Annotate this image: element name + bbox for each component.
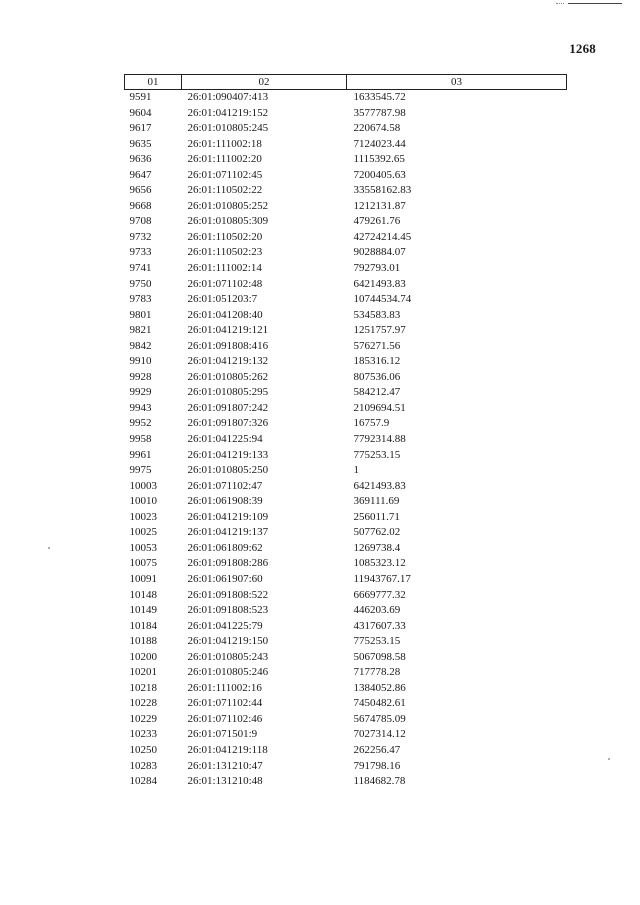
cell-value: 1212131.87	[353, 199, 406, 212]
cell-cadastral-id: 26:01:041219:137	[187, 526, 269, 539]
cell-value: 792793.01	[353, 262, 401, 275]
table-row	[125, 137, 567, 153]
table-row	[125, 727, 567, 743]
cell-value: 369111.69	[353, 495, 400, 508]
table-row	[125, 230, 567, 246]
table-row	[125, 323, 567, 339]
cell-value: 2109694.51	[353, 401, 406, 414]
cell-value: 775253.15	[353, 635, 401, 648]
cell-cadastral-id: 26:01:131210:47	[187, 759, 263, 772]
cell-number: 10284	[129, 775, 157, 788]
cell-cadastral-id: 26:01:041219:133	[187, 448, 269, 461]
table-row	[125, 774, 567, 790]
cell-number: 10228	[129, 697, 157, 710]
cell-cadastral-id: 26:01:071102:47	[187, 479, 263, 492]
table-row	[125, 712, 567, 728]
cell-number: 9604	[129, 106, 152, 119]
cell-value: 4317607.33	[353, 619, 406, 632]
cell-number: 9708	[129, 215, 152, 228]
cell-cadastral-id: 26:01:041219:109	[187, 510, 269, 523]
scan-speck	[48, 547, 50, 549]
table-row	[125, 759, 567, 775]
cell-value: 717778.28	[353, 666, 401, 679]
cell-number: 9842	[129, 339, 152, 352]
cell-cadastral-id: 26:01:041208:40	[187, 308, 263, 321]
cell-number: 9961	[129, 448, 152, 461]
cell-number: 10003	[129, 479, 157, 492]
cell-number: 10201	[129, 666, 157, 679]
cell-number: 10075	[129, 557, 157, 570]
cell-value: 5067098.58	[353, 650, 406, 663]
cell-number: 10091	[129, 572, 157, 585]
cell-value: 1384052.86	[353, 681, 406, 694]
cell-number: 9975	[129, 464, 152, 477]
cell-value: 3577787.98	[353, 106, 406, 119]
cell-number: 10200	[129, 650, 157, 663]
cell-cadastral-id: 26:01:071102:48	[187, 277, 263, 290]
table-row	[125, 681, 567, 697]
cell-cadastral-id: 26:01:010805:250	[187, 464, 269, 477]
cell-number: 9733	[129, 246, 152, 259]
cell-number: 9635	[129, 137, 152, 150]
table-row	[125, 634, 567, 650]
cell-value: 7124023.44	[353, 137, 406, 150]
table-row	[125, 432, 567, 448]
cell-cadastral-id: 26:01:091808:286	[187, 557, 269, 570]
cell-number: 9656	[129, 184, 152, 197]
table-row	[125, 541, 567, 557]
cell-value: 1251757.97	[353, 324, 406, 337]
table-row	[125, 650, 567, 666]
table-row	[125, 510, 567, 526]
cell-number: 10188	[129, 635, 157, 648]
table-row	[125, 214, 567, 230]
cell-number: 10229	[129, 712, 157, 725]
cell-number: 10283	[129, 759, 157, 772]
cell-value: 185316.12	[353, 355, 401, 368]
cell-cadastral-id: 26:01:051203:7	[187, 293, 258, 306]
cell-cadastral-id: 26:01:091808:416	[187, 339, 269, 352]
column-header-02: 02	[182, 75, 347, 90]
cell-cadastral-id: 26:01:111002:18	[187, 137, 262, 150]
header-row	[125, 75, 567, 90]
cell-value: 807536.06	[353, 370, 401, 383]
table-row	[125, 199, 567, 215]
table-row	[125, 572, 567, 588]
page-number: 1268	[569, 41, 596, 56]
table-row	[125, 168, 567, 184]
table-row	[125, 401, 567, 417]
table-header	[125, 75, 567, 90]
cell-cadastral-id: 26:01:041225:94	[187, 433, 263, 446]
table-row	[125, 479, 567, 495]
column-header-01: 01	[125, 75, 182, 90]
cell-number: 10184	[129, 619, 157, 632]
cell-value: 1	[353, 464, 359, 477]
cell-value: 6421493.83	[353, 479, 406, 492]
cell-number: 9929	[129, 386, 152, 399]
cell-cadastral-id: 26:01:010805:243	[187, 650, 269, 663]
cell-number: 10025	[129, 526, 157, 539]
table-row	[125, 121, 567, 137]
cell-number: 9668	[129, 199, 152, 212]
cell-value: 11943767.17	[353, 572, 411, 585]
cell-number: 9732	[129, 230, 152, 243]
cell-value: 7200405.63	[353, 168, 406, 181]
table-row	[125, 106, 567, 122]
cell-number: 9821	[129, 324, 152, 337]
cell-cadastral-id: 26:01:071501:9	[187, 728, 258, 741]
cell-number: 10148	[129, 588, 157, 601]
cell-cadastral-id: 26:01:071102:44	[187, 697, 263, 710]
cell-number: 10149	[129, 604, 157, 617]
cell-value: 576271.56	[353, 339, 401, 352]
cell-number: 9952	[129, 417, 152, 430]
table-body	[125, 90, 567, 790]
cell-number: 9750	[129, 277, 152, 290]
cell-cadastral-id: 26:01:010805:252	[187, 199, 269, 212]
table-row	[125, 339, 567, 355]
cell-cadastral-id: 26:01:010805:295	[187, 386, 269, 399]
cell-number: 10053	[129, 541, 157, 554]
table-row	[125, 494, 567, 510]
cell-number: 9647	[129, 168, 152, 181]
cell-value: 9028884.07	[353, 246, 406, 259]
cell-value: 256011.71	[353, 510, 400, 523]
cell-cadastral-id: 26:01:111002:16	[187, 681, 262, 694]
table-row	[125, 463, 567, 479]
cell-cadastral-id: 26:01:010805:262	[187, 370, 269, 383]
table-row	[125, 665, 567, 681]
table-row	[125, 308, 567, 324]
cell-cadastral-id: 26:01:110502:20	[187, 230, 263, 243]
data-table	[124, 74, 567, 790]
table-row	[125, 556, 567, 572]
cell-value: 262256.47	[353, 743, 401, 756]
cell-number: 9910	[129, 355, 152, 368]
cell-number: 10250	[129, 743, 157, 756]
cell-cadastral-id: 26:01:041219:118	[187, 743, 268, 756]
cell-value: 1085323.12	[353, 557, 406, 570]
cell-value: 534583.83	[353, 308, 401, 321]
cell-value: 775253.15	[353, 448, 401, 461]
cell-cadastral-id: 26:01:071102:45	[187, 168, 263, 181]
cell-number: 10218	[129, 681, 157, 694]
scan-edge-mark	[568, 3, 622, 4]
table-row	[125, 603, 567, 619]
cell-value: 220674.58	[353, 122, 401, 135]
cell-cadastral-id: 26:01:090407:413	[187, 91, 269, 103]
cell-value: 584212.47	[353, 386, 401, 399]
cell-value: 1115392.65	[353, 153, 405, 166]
cell-number: 9801	[129, 308, 152, 321]
cell-cadastral-id: 26:01:111002:20	[187, 153, 262, 166]
cell-value: 10744534.74	[353, 293, 412, 306]
cell-cadastral-id: 26:01:041219:152	[187, 106, 269, 119]
cell-cadastral-id: 26:01:041219:121	[187, 324, 269, 337]
cell-number: 10233	[129, 728, 157, 741]
table-row	[125, 370, 567, 386]
cell-number: 9928	[129, 370, 152, 383]
cell-number: 9958	[129, 433, 152, 446]
cell-value: 791798.16	[353, 759, 401, 772]
table-row	[125, 588, 567, 604]
cell-value: 7450482.61	[353, 697, 406, 710]
cell-cadastral-id: 26:01:010805:246	[187, 666, 269, 679]
table-row	[125, 354, 567, 370]
cell-cadastral-id: 26:01:061907:60	[187, 572, 263, 585]
cell-number: 10010	[129, 495, 157, 508]
cell-value: 33558162.83	[353, 184, 412, 197]
table-row	[125, 292, 567, 308]
cell-value: 1184682.78	[353, 775, 406, 788]
cell-cadastral-id: 26:01:091807:242	[187, 401, 269, 414]
cell-value: 479261.76	[353, 215, 401, 228]
table-row	[125, 277, 567, 293]
cell-number: 9783	[129, 293, 152, 306]
cell-number: 9943	[129, 401, 152, 414]
table-row	[125, 385, 567, 401]
table-row	[125, 696, 567, 712]
cell-value: 6421493.83	[353, 277, 406, 290]
cell-value: 1269738.4	[353, 541, 401, 554]
table-row	[125, 448, 567, 464]
cell-number: 9617	[129, 122, 152, 135]
table-row	[125, 90, 567, 106]
cell-value: 7027314.12	[353, 728, 406, 741]
table-row	[125, 261, 567, 277]
cell-cadastral-id: 26:01:061809:62	[187, 541, 263, 554]
cell-cadastral-id: 26:01:110502:22	[187, 184, 263, 197]
cell-cadastral-id: 26:01:041219:132	[187, 355, 269, 368]
table-row	[125, 525, 567, 541]
cell-cadastral-id: 26:01:061908:39	[187, 495, 263, 508]
cell-value: 1633545.72	[353, 91, 406, 103]
cell-cadastral-id: 26:01:041225:79	[187, 619, 263, 632]
cell-cadastral-id: 26:01:091807:326	[187, 417, 269, 430]
cell-value: 5674785.09	[353, 712, 406, 725]
cell-cadastral-id: 26:01:110502:23	[187, 246, 263, 259]
table-row	[125, 152, 567, 168]
cell-cadastral-id: 26:01:091808:523	[187, 604, 269, 617]
cell-cadastral-id: 26:01:091808:522	[187, 588, 269, 601]
cell-number: 9591	[129, 91, 152, 103]
column-header-03: 03	[347, 75, 567, 90]
cell-value: 446203.69	[353, 604, 401, 617]
cell-cadastral-id: 26:01:131210:48	[187, 775, 263, 788]
cell-cadastral-id: 26:01:010805:245	[187, 122, 269, 135]
cell-value: 7792314.88	[353, 433, 406, 446]
scan-speck	[608, 758, 610, 760]
cell-cadastral-id: 26:01:071102:46	[187, 712, 263, 725]
table-row	[125, 619, 567, 635]
table-row	[125, 416, 567, 432]
table-row	[125, 743, 567, 759]
cell-value: 507762.02	[353, 526, 401, 539]
table-row	[125, 183, 567, 199]
table-row	[125, 245, 567, 261]
cell-value: 6669777.32	[353, 588, 406, 601]
cell-number: 9741	[129, 262, 152, 275]
cell-value: 16757.9	[353, 417, 390, 430]
cell-cadastral-id: 26:01:010805:309	[187, 215, 269, 228]
cell-number: 9636	[129, 153, 152, 166]
cell-value: 42724214.45	[353, 230, 412, 243]
cell-cadastral-id: 26:01:111002:14	[187, 262, 262, 275]
cell-cadastral-id: 26:01:041219:150	[187, 635, 269, 648]
cell-number: 10023	[129, 510, 157, 523]
